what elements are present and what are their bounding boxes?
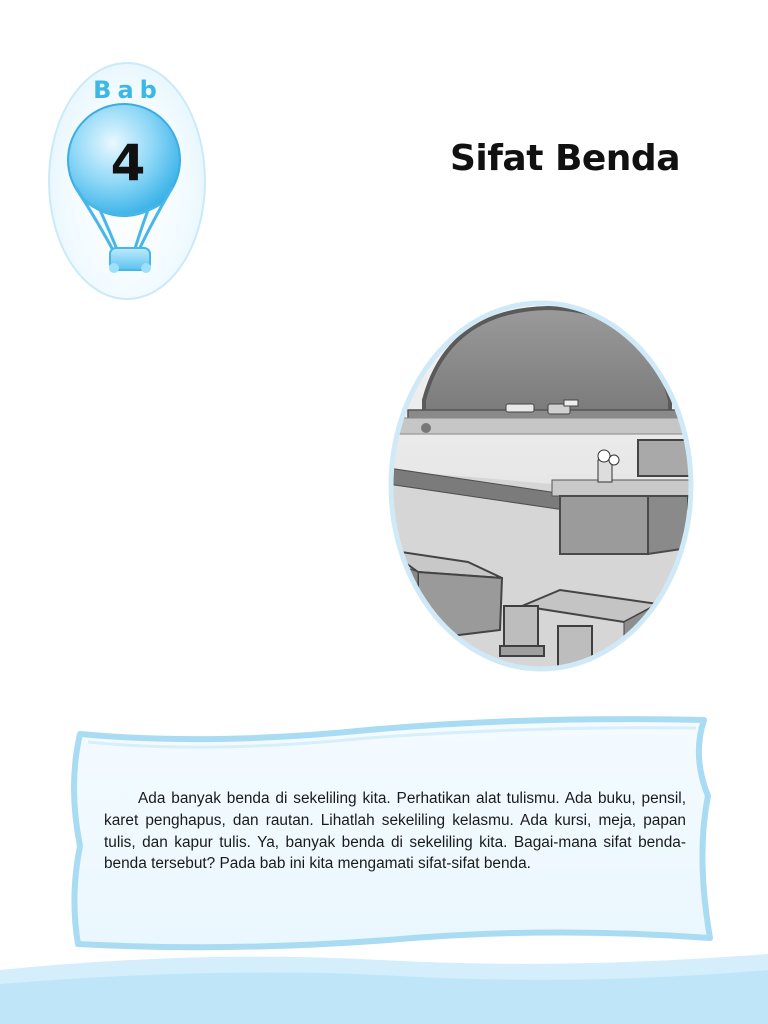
- chapter-title: Sifat Benda: [449, 138, 680, 179]
- chapter-badge: [48, 62, 208, 302]
- intro-paragraph-container: [104, 788, 686, 875]
- intro-scroll-box: [68, 706, 714, 954]
- hot-air-balloon-icon: [48, 102, 208, 282]
- chapter-label: Bab: [93, 76, 163, 104]
- chapter-number: 4: [110, 134, 146, 192]
- intro-paragraph: Ada banyak benda di sekeliling kita. Perhatikan alat tulismu. Ada buku, pensil, karet penghapus, dan rautan. Lihatlah sekeliling kelasmu. Ada kursi, meja, papan tulis, dan kapur tulis. Ya, banyak benda di sekeliling kita. Bagai-mana sifat benda-benda tersebut? Pada bab ini kita mengamati sifat-sifat benda.: [104, 790, 686, 873]
- bottom-wave: [0, 950, 768, 1024]
- classroom-illustration: [388, 300, 694, 672]
